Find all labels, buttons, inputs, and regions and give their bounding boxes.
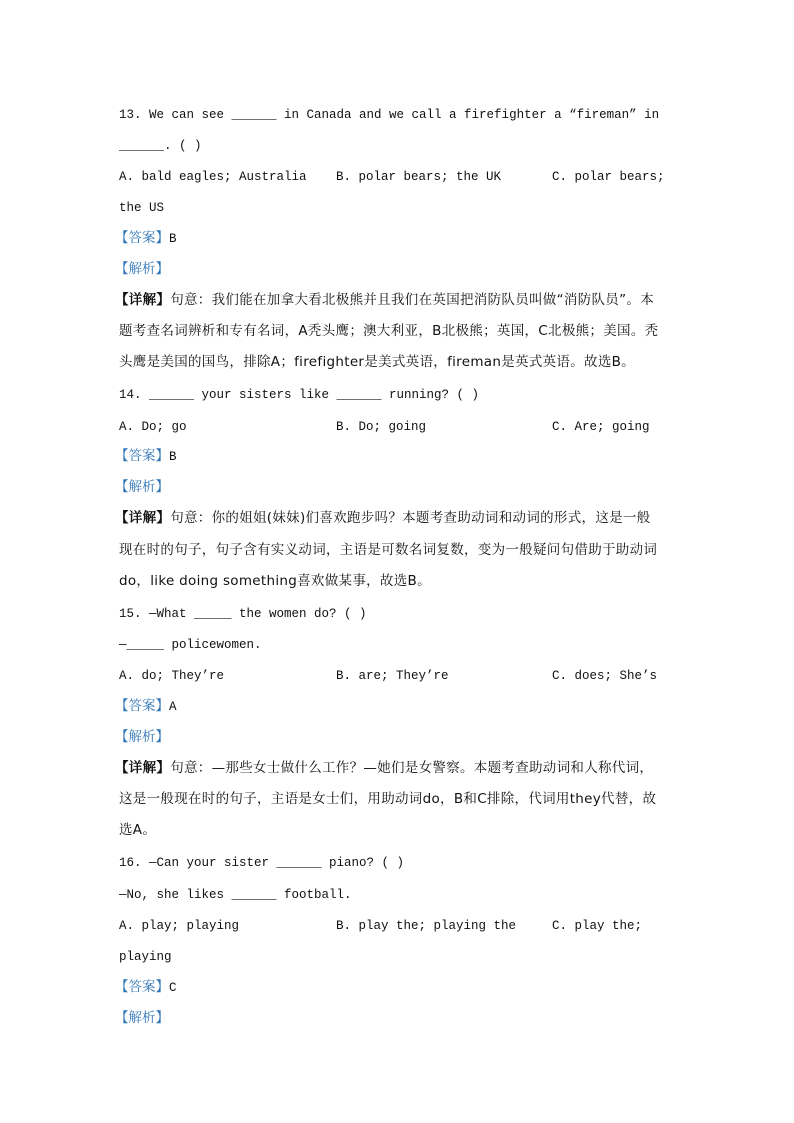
detail-line xyxy=(115,510,651,526)
option-c: C. does; She’s xyxy=(552,669,658,683)
option-c: C. play the; xyxy=(552,919,643,933)
analysis-line xyxy=(115,479,169,496)
option-a: A. do; They’re xyxy=(119,669,225,683)
answer-value: B xyxy=(169,450,177,464)
answer-value: A xyxy=(169,700,177,714)
option-c-continued: playing xyxy=(119,950,172,964)
detail-text: 句意：我们能在加拿大看北极熊并且我们在英国把消防队员叫做“消防队员”。本 xyxy=(170,292,654,308)
option-c: C. polar bears; xyxy=(552,170,665,184)
question-stem: 15. —What _____ the women do? ( ) xyxy=(119,607,367,621)
detail-label: 【详解】 xyxy=(115,510,171,526)
option-b: B. play the; playing the xyxy=(336,919,517,933)
detail-label: 【详解】 xyxy=(115,292,171,308)
detail-line xyxy=(115,292,654,308)
detail-text: 题考查名词辨析和专有名词，A秃头鹰；澳大利亚，B北极熊；英国，C北极熊；美国。秃 xyxy=(119,323,659,339)
detail-label: 【详解】 xyxy=(115,760,171,776)
option-c-continued: the US xyxy=(119,201,165,215)
option-b: B. polar bears; the UK xyxy=(336,170,502,184)
detail-text: 句意：—那些女士做什么工作？—她们是女警察。本题考查助动词和人称代词， xyxy=(170,760,654,776)
detail-text: do，like doing something喜欢做某事，故选B。 xyxy=(119,573,431,589)
option-a: A. play; playing xyxy=(119,919,240,933)
option-b: B. Do; going xyxy=(336,420,427,434)
detail-text: 头鹰是美国的国鸟，排除A；firefighter是美式英语，fireman是英式英语。故选B。 xyxy=(119,354,635,370)
answer-line xyxy=(115,230,177,247)
question-stem: —No, she likes ______ football. xyxy=(119,888,352,902)
answer-label: 【答案】 xyxy=(115,230,169,246)
answer-value: B xyxy=(169,232,177,246)
answer-value: C xyxy=(169,981,177,995)
analysis-label: 【解析】 xyxy=(115,479,169,495)
question-stem: —_____ policewomen. xyxy=(119,638,262,652)
detail-line xyxy=(115,760,654,776)
option-c: C. Are; going xyxy=(552,420,650,434)
answer-label: 【答案】 xyxy=(115,448,169,464)
option-a: A. bald eagles; Australia xyxy=(119,170,307,184)
answer-line xyxy=(115,448,177,465)
analysis-label: 【解析】 xyxy=(115,261,169,277)
analysis-line xyxy=(115,729,169,746)
detail-text: 现在时的句子，句子含有实义动词，主语是可数名词复数，变为一般疑问句借助于助动词 xyxy=(119,542,658,558)
analysis-line xyxy=(115,1010,169,1027)
answer-label: 【答案】 xyxy=(115,979,169,995)
analysis-label: 【解析】 xyxy=(115,729,169,745)
answer-label: 【答案】 xyxy=(115,698,169,714)
answer-line xyxy=(115,698,177,715)
answer-line xyxy=(115,979,177,996)
detail-text: 这是一般现在时的句子，主语是女士们，用助动词do，B和C排除，代词用they代替，故 xyxy=(119,791,657,807)
option-a: A. Do; go xyxy=(119,420,187,434)
analysis-label: 【解析】 xyxy=(115,1010,169,1026)
detail-text: 句意：你的姐姐(妹妹)们喜欢跑步吗？本题考查助动词和动词的形式，这是一般 xyxy=(170,510,651,526)
question-stem: 16. —Can your sister ______ piano? ( ) xyxy=(119,856,405,870)
detail-text: 选A。 xyxy=(119,822,157,838)
question-stem: ______. ( ) xyxy=(119,139,202,153)
question-stem: 14. ______ your sisters like ______ running? ( ) xyxy=(119,388,480,402)
analysis-line xyxy=(115,261,169,278)
question-stem: 13. We can see ______ in Canada and we call a firefighter a “fireman” in xyxy=(119,108,660,122)
option-b: B. are; They’re xyxy=(336,669,449,683)
